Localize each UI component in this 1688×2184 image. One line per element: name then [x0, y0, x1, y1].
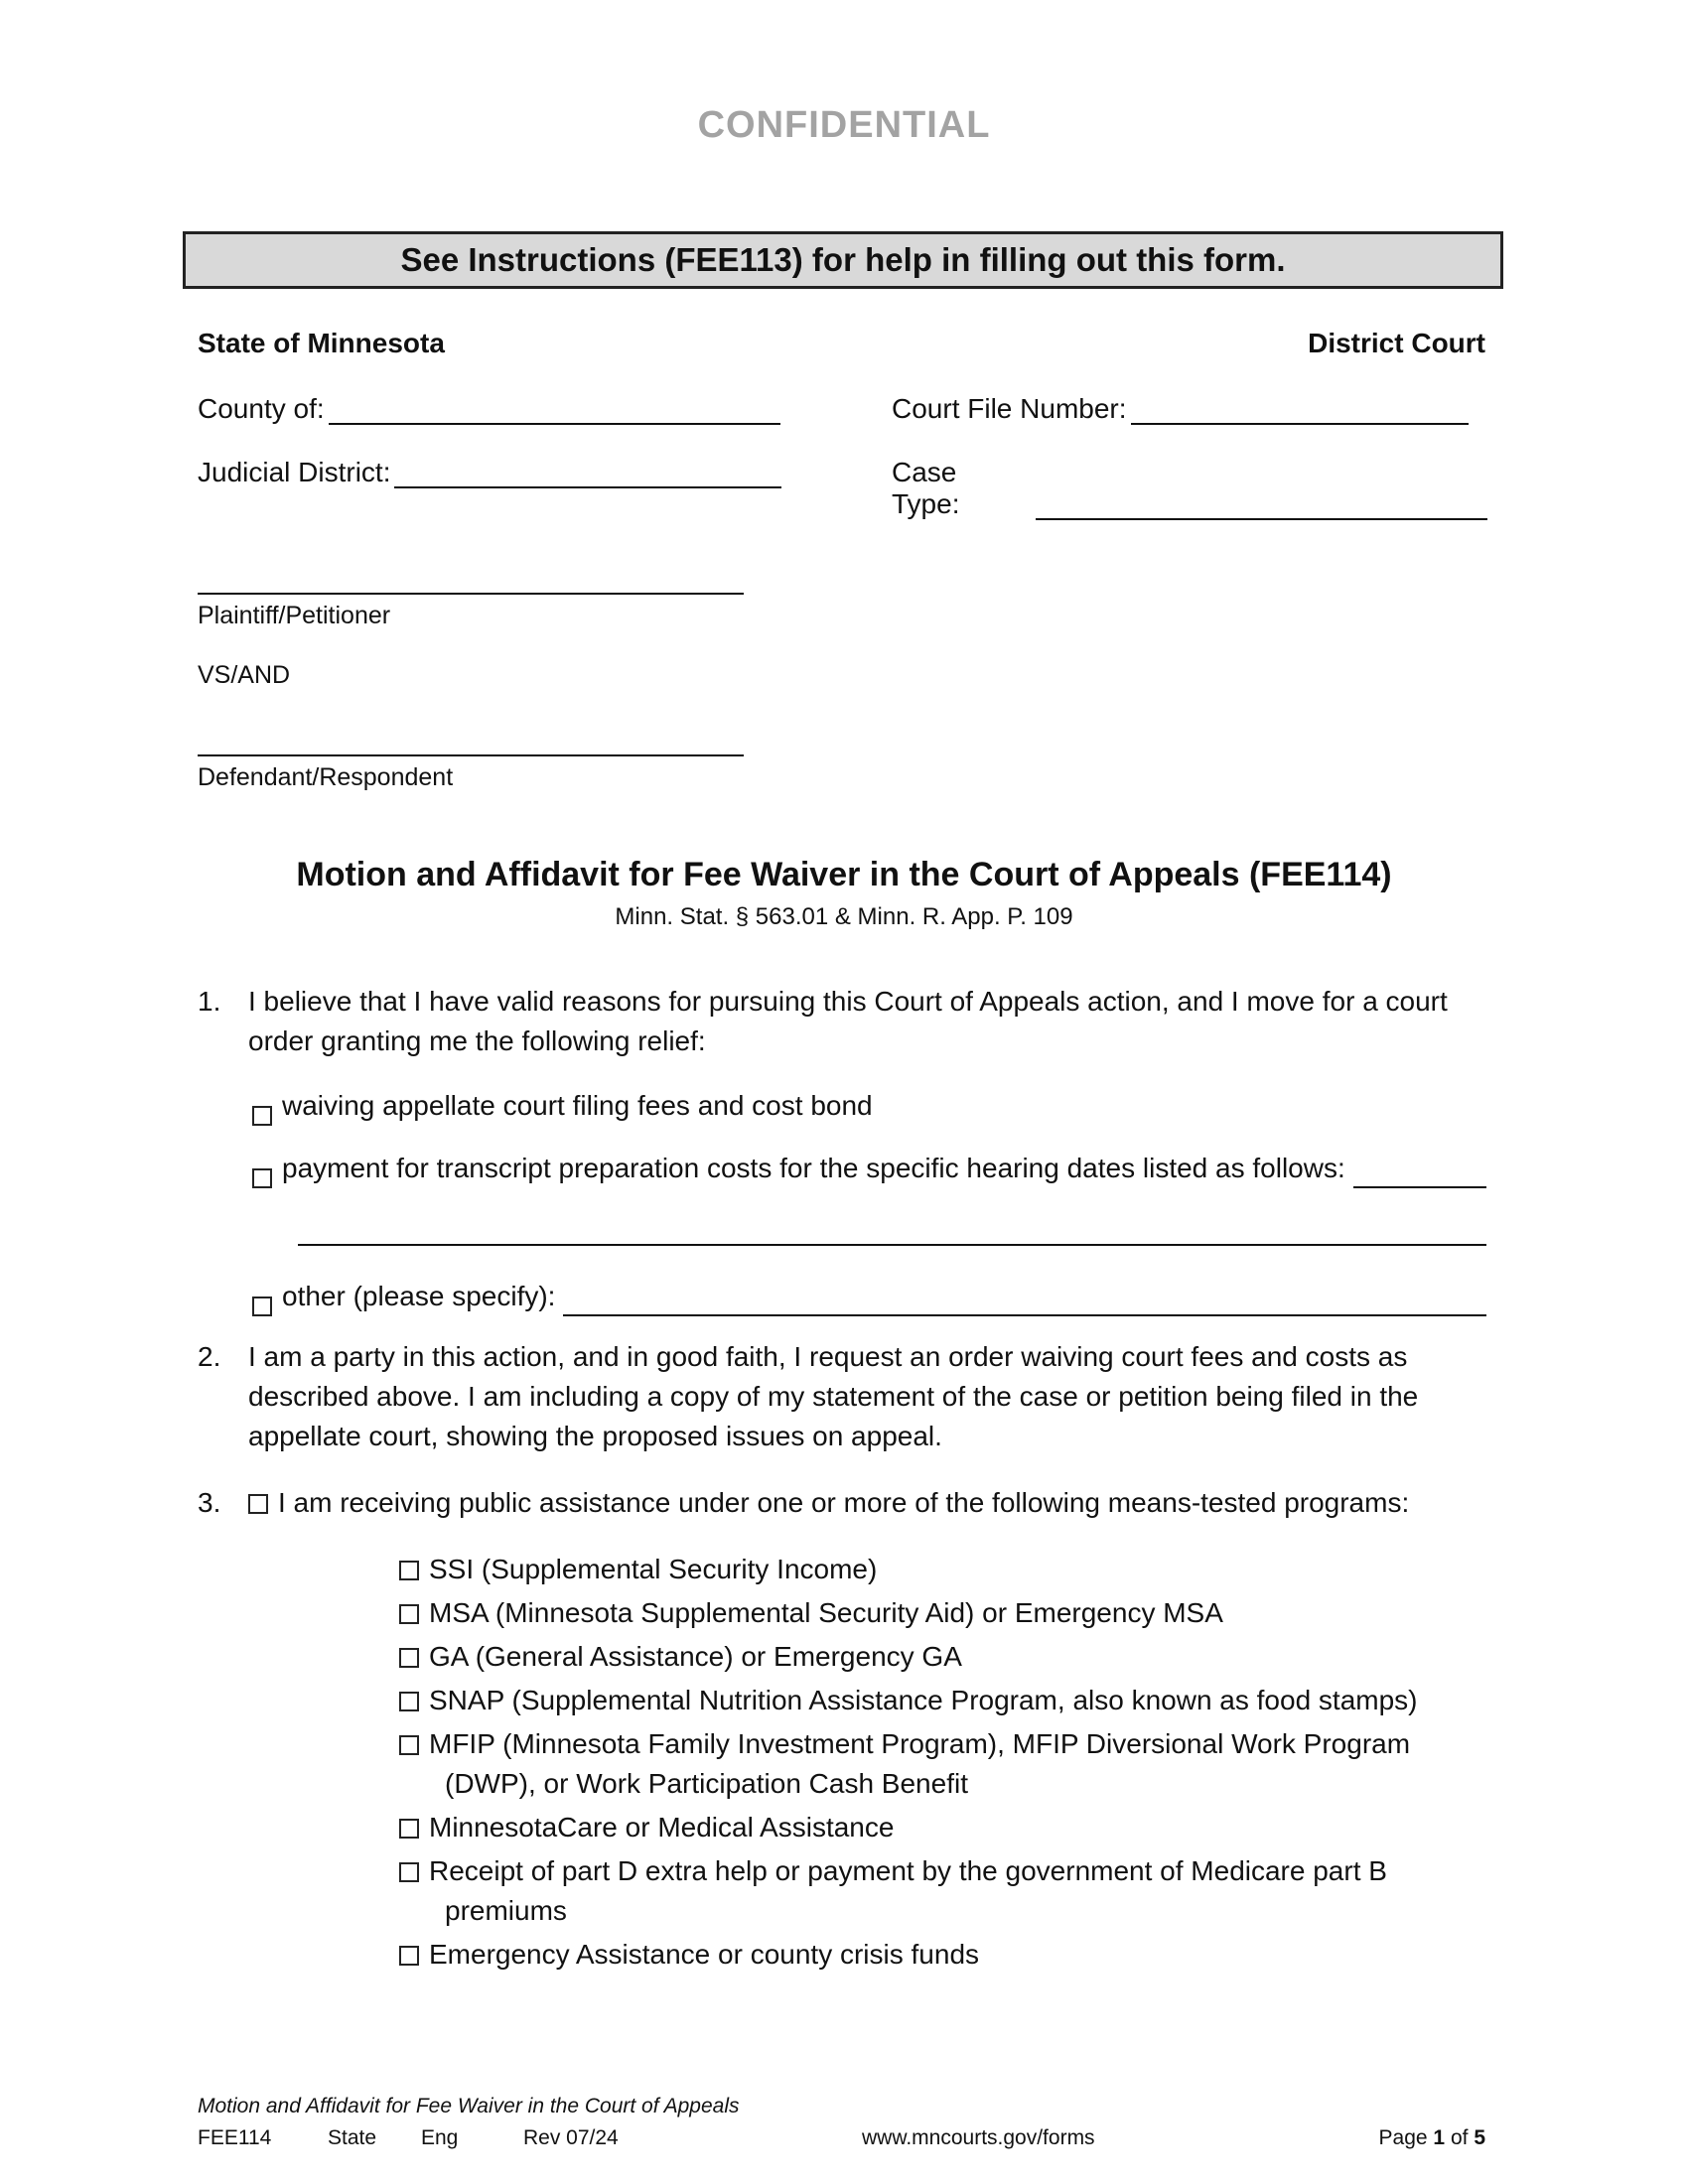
- program-mncare-label: MinnesotaCare or Medical Assistance: [429, 1812, 895, 1843]
- program-emergency-label: Emergency Assistance or county crisis funds: [429, 1939, 980, 1970]
- public-assistance-checkbox[interactable]: [248, 1494, 268, 1514]
- page-current: 1: [1433, 2126, 1446, 2149]
- statute-reference: Minn. Stat. § 563.01 & Minn. R. App. P. 109: [615, 903, 1073, 930]
- program-snap-label: SNAP (Supplemental Nutrition Assistance Program, also known as food stamps): [429, 1685, 1418, 1715]
- item-3-row[interactable]: [248, 1483, 1509, 1523]
- confidential-heading: CONFIDENTIAL: [697, 104, 991, 146]
- footer-form-id: FEE114: [198, 2126, 272, 2149]
- case-type-input-line[interactable]: [1036, 488, 1487, 520]
- relief-other-checkbox[interactable]: [252, 1297, 272, 1316]
- program-emergency[interactable]: [399, 1935, 1501, 1979]
- program-partd[interactable]: [399, 1851, 1501, 1935]
- program-mfip-label: MFIP (Minnesota Family Investment Program), MFIP Diversional Work Program: [429, 1728, 1411, 1759]
- footer-language: Eng: [421, 2126, 459, 2149]
- item-number: 3.: [198, 1487, 221, 1518]
- plaintiff-label: Plaintiff/Petitioner: [198, 602, 391, 629]
- relief-other-label: other (please specify):: [282, 1281, 556, 1311]
- program-snap-checkbox[interactable]: [399, 1692, 419, 1711]
- case-type-field[interactable]: [892, 457, 1487, 520]
- item-1-line: I believe that I have valid reasons for pursuing this Court of Appeals action, and I move for a court: [248, 986, 1448, 1017]
- programs-list: [399, 1550, 1501, 1979]
- item-1-line: order granting me the following relief:: [248, 1025, 706, 1056]
- footer-revision: Rev 07/24: [523, 2126, 619, 2149]
- relief-waiving-label: waiving appellate court filing fees and cost bond: [282, 1090, 873, 1121]
- transcript-dates-input-line[interactable]: [1353, 1157, 1486, 1188]
- judicial-district-field[interactable]: [198, 457, 793, 488]
- program-mncare[interactable]: [399, 1808, 1501, 1851]
- county-field[interactable]: [198, 393, 793, 425]
- footer-url[interactable]: www.mncourts.gov/forms: [862, 2126, 1095, 2149]
- relief-transcript-label: payment for transcript preparation costs for the specific hearing dates listed as follows:: [282, 1153, 1345, 1183]
- page-total: 5: [1474, 2126, 1485, 2149]
- judicial-district-input-line[interactable]: [394, 457, 781, 488]
- program-mfip-label-cont: (DWP), or Work Participation Cash Benefit: [445, 1768, 968, 1799]
- relief-option-transcript[interactable]: [252, 1149, 1486, 1188]
- program-emergency-checkbox[interactable]: [399, 1946, 419, 1966]
- state-label: State of Minnesota: [198, 328, 445, 358]
- program-ssi[interactable]: [399, 1550, 1501, 1593]
- relief-waiving-checkbox[interactable]: [252, 1106, 272, 1126]
- item-2-text: [248, 1337, 1509, 1456]
- program-mncare-checkbox[interactable]: [399, 1819, 419, 1839]
- item-number: 1.: [198, 986, 221, 1017]
- program-ga-checkbox[interactable]: [399, 1648, 419, 1668]
- program-partd-checkbox[interactable]: [399, 1862, 419, 1882]
- item-2-line: appellate court, showing the proposed issues on appeal.: [248, 1421, 942, 1451]
- program-snap[interactable]: [399, 1681, 1501, 1724]
- county-label: County of:: [198, 393, 325, 424]
- program-partd-label-cont: premiums: [445, 1895, 567, 1926]
- court-file-number-label: Court File Number:: [892, 393, 1127, 424]
- program-mfip[interactable]: [399, 1724, 1501, 1808]
- case-type-label: Case Type:: [892, 457, 960, 519]
- instructions-text: See Instructions (FEE113) for help in filling out this form.: [400, 241, 1286, 278]
- program-ga-label: GA (General Assistance) or Emergency GA: [429, 1641, 962, 1672]
- program-ssi-label: SSI (Supplemental Security Income): [429, 1554, 878, 1584]
- program-ssi-checkbox[interactable]: [399, 1561, 419, 1580]
- other-specify-input-line[interactable]: [563, 1285, 1486, 1316]
- program-msa-checkbox[interactable]: [399, 1604, 419, 1624]
- item-number: 2.: [198, 1341, 221, 1372]
- program-msa-label: MSA (Minnesota Supplemental Security Aid) or Emergency MSA: [429, 1597, 1223, 1628]
- item-2-line: described above. I am including a copy of my statement of the case or petition being filed in the: [248, 1381, 1419, 1412]
- page-of: of: [1450, 2126, 1469, 2149]
- relief-option-other[interactable]: [252, 1277, 1486, 1316]
- vs-and-label: VS/AND: [198, 661, 291, 689]
- item-1-text: [248, 982, 1509, 1061]
- instructions-banner: [183, 231, 1503, 289]
- form-title: Motion and Affidavit for Fee Waiver in the Court of Appeals (FEE114): [296, 856, 1392, 893]
- item-2-line: I am a party in this action, and in good faith, I request an order waiving court fees and costs as: [248, 1341, 1408, 1372]
- defendant-input-line[interactable]: [198, 754, 744, 756]
- footer-jurisdiction: State: [328, 2126, 377, 2149]
- court-label: District Court: [1308, 328, 1485, 358]
- transcript-dates-input-line-2[interactable]: [298, 1244, 1486, 1246]
- defendant-label: Defendant/Respondent: [198, 763, 454, 791]
- program-partd-label: Receipt of part D extra help or payment by the government of Medicare part B: [429, 1855, 1387, 1886]
- program-mfip-checkbox[interactable]: [399, 1735, 419, 1755]
- court-file-number-input-line[interactable]: [1131, 393, 1469, 425]
- judicial-district-label: Judicial District:: [198, 457, 391, 487]
- relief-transcript-checkbox[interactable]: [252, 1168, 272, 1188]
- footer-page-number: [1379, 2126, 1485, 2150]
- program-ga[interactable]: [399, 1637, 1501, 1681]
- plaintiff-input-line[interactable]: [198, 593, 744, 595]
- relief-option-waiving[interactable]: [252, 1086, 1493, 1126]
- footer-form-title: Motion and Affidavit for Fee Waiver in the Court of Appeals: [198, 2095, 740, 2117]
- page-prefix: Page: [1378, 2126, 1428, 2149]
- program-msa[interactable]: [399, 1593, 1501, 1637]
- county-input-line[interactable]: [329, 393, 780, 425]
- item-3-text: I am receiving public assistance under one or more of the following means-tested programs:: [278, 1487, 1410, 1518]
- court-file-number-field[interactable]: [892, 393, 1487, 425]
